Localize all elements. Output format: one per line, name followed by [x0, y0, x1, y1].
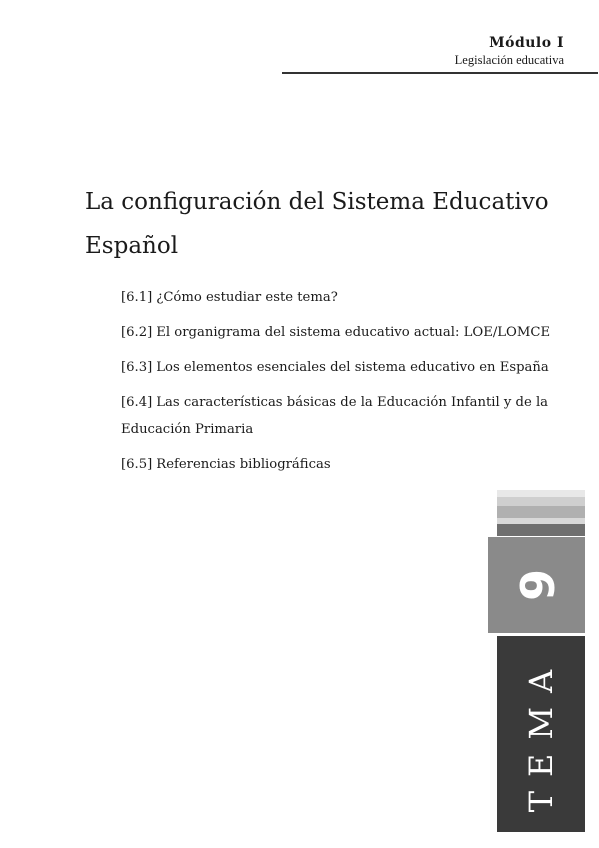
toc-item: [121, 319, 586, 346]
tab-decorative-stripes: [497, 490, 585, 536]
toc-item: [121, 451, 586, 478]
chapter-number: 6: [509, 568, 564, 602]
toc-item-text: ¿Cómo estudiar este tema?: [156, 290, 338, 305]
toc-item: [121, 389, 586, 443]
toc-item-text: Referencias bibliográficas: [156, 457, 331, 472]
toc-item-number: [6.3]: [121, 360, 153, 375]
toc-item-number: [6.1]: [121, 290, 153, 305]
page-header: [455, 34, 564, 68]
toc-item-number: [6.4]: [121, 395, 153, 410]
subject-label: Legislación educativa: [454, 53, 564, 67]
chapter-word-tab: [497, 636, 585, 832]
toc-item-number: [6.2]: [121, 325, 153, 340]
toc-item-text: El organigrama del sistema educativo actual: LOE/LOMCE: [156, 325, 551, 340]
stripe: [497, 506, 585, 518]
stripe: [497, 524, 585, 536]
toc-item: [121, 354, 586, 381]
chapter-number-tab: [488, 537, 585, 633]
chapter-word: TEMA: [522, 655, 560, 813]
table-of-contents: [121, 284, 586, 486]
toc-item-number: [6.5]: [121, 457, 153, 472]
stripe: [497, 490, 585, 497]
header-divider: [282, 72, 598, 74]
toc-item-text: Las características básicas de la Educación Infantil y de la Educación Primaria: [121, 395, 549, 437]
toc-item-text: Los elementos esenciales del sistema educativo en España: [156, 360, 549, 375]
module-label: Módulo I: [489, 35, 564, 51]
chapter-title: La configuración del Sistema Educativo Español: [85, 189, 549, 259]
stripe: [497, 497, 585, 506]
toc-item: [121, 284, 586, 311]
